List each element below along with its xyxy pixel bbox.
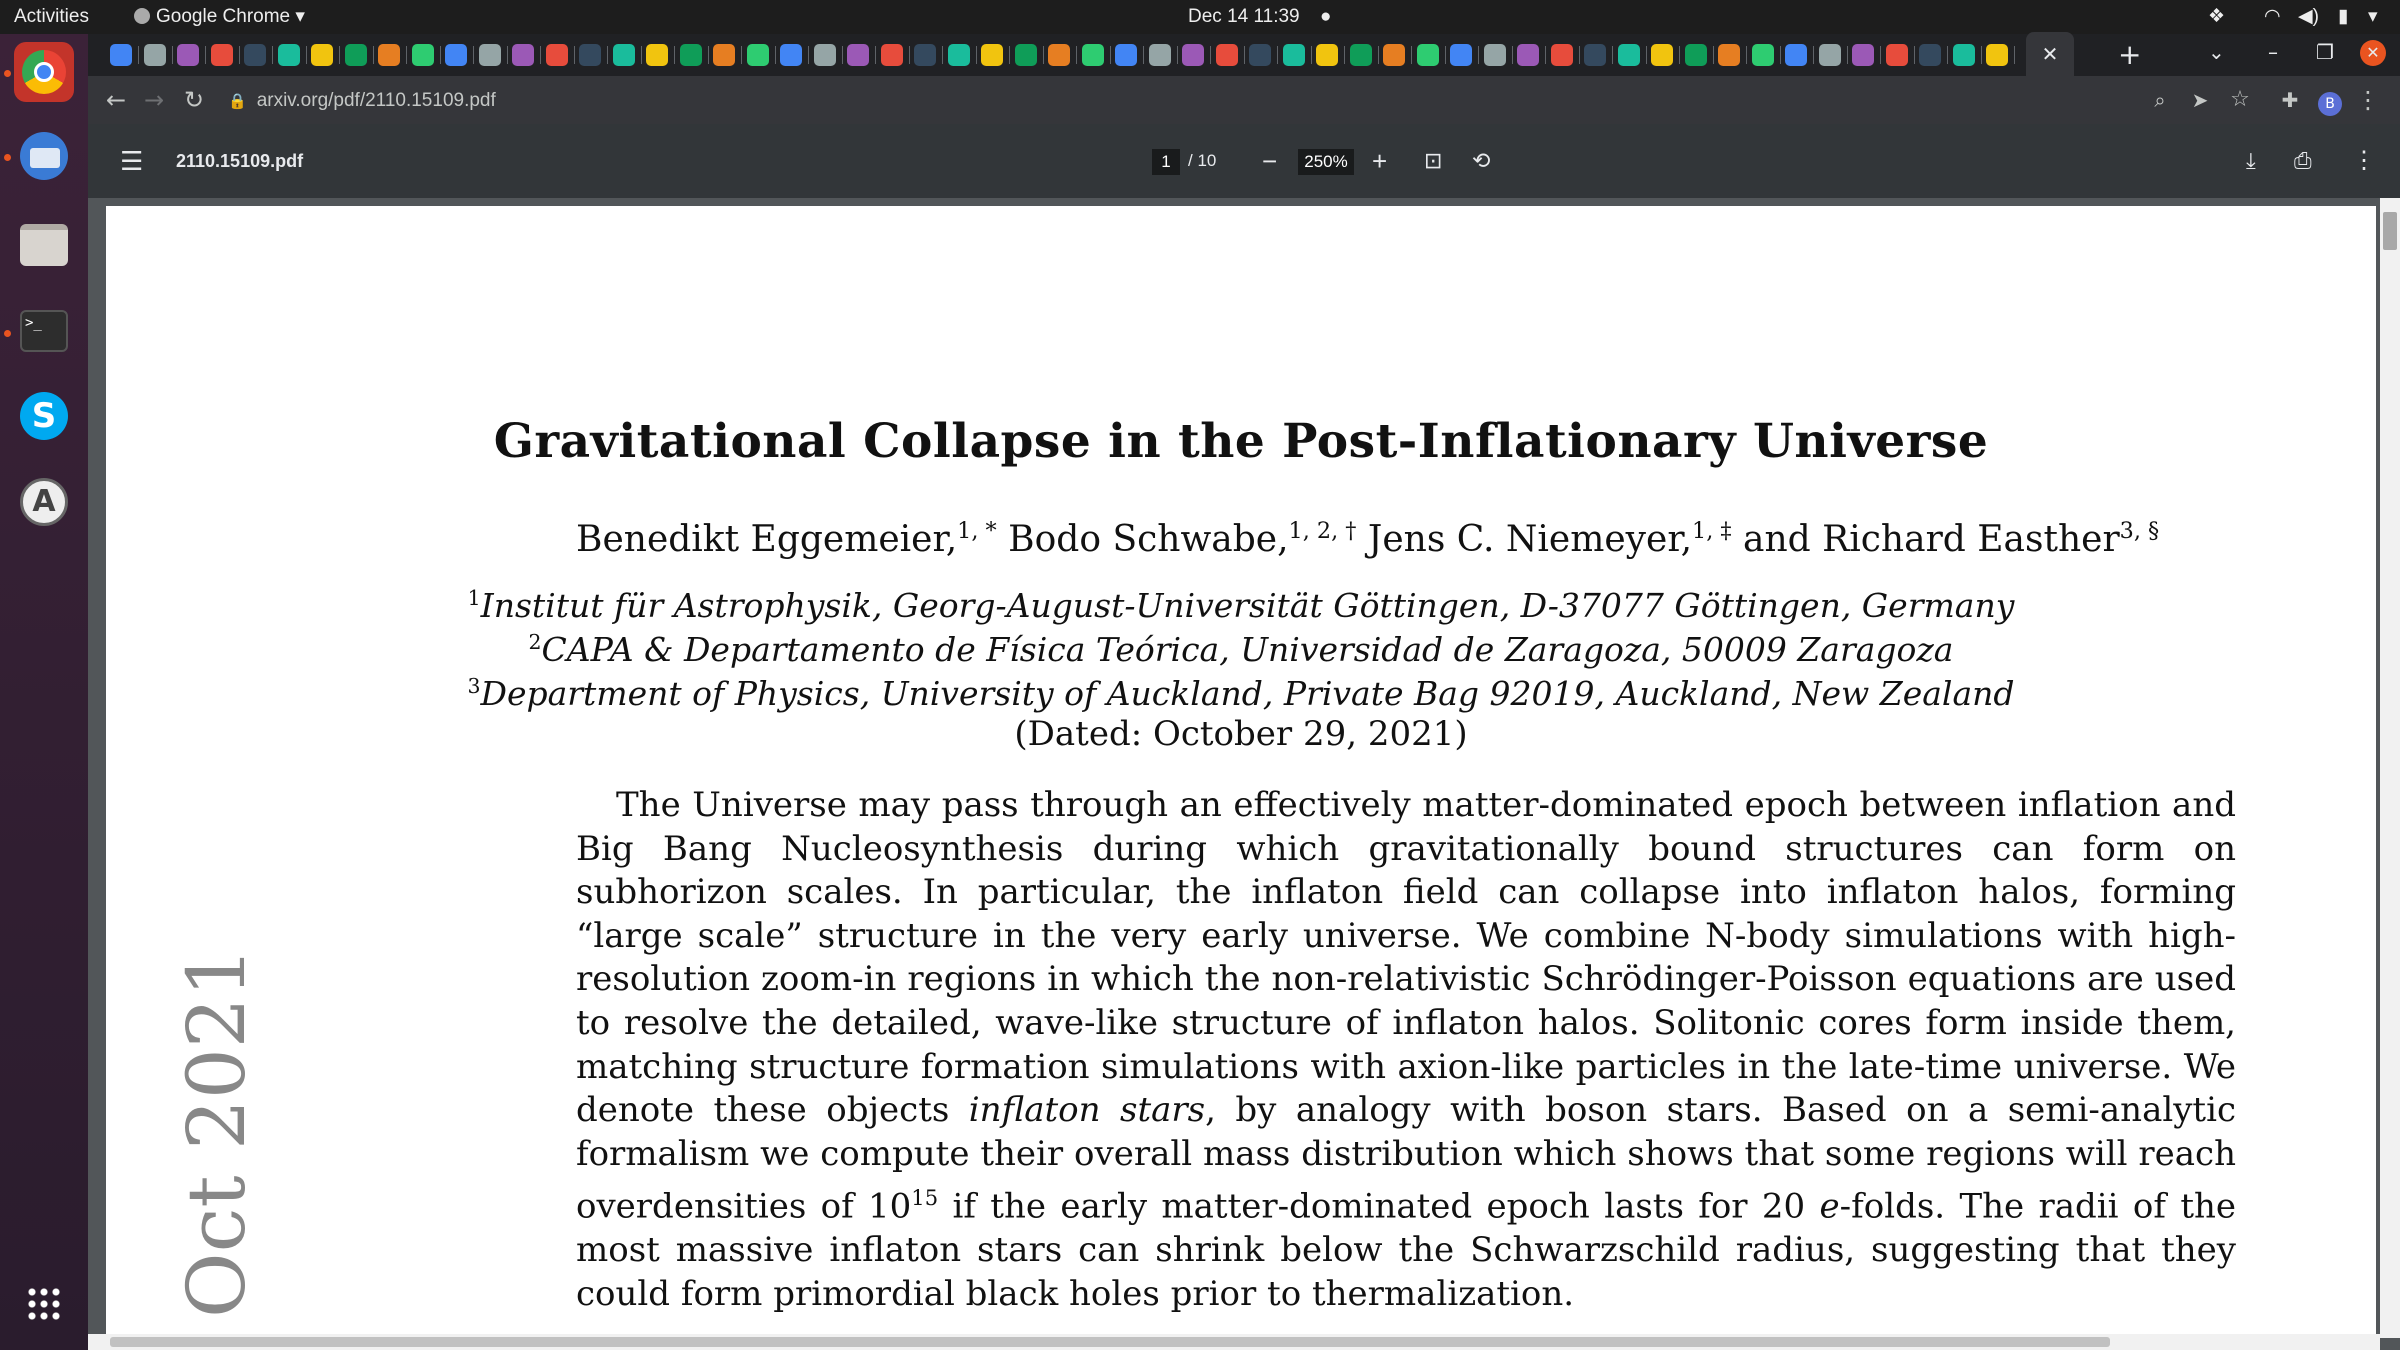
tab-favicon-icon[interactable] — [110, 44, 132, 66]
tab-favicon-icon[interactable] — [1350, 44, 1372, 66]
tab-separator — [1981, 46, 1982, 64]
tab-favicon-icon[interactable] — [646, 44, 668, 66]
author-name: Bodo Schwabe, — [1008, 519, 1289, 560]
close-tab-icon[interactable]: ✕ — [2041, 42, 2059, 66]
tab-favicon-icon[interactable] — [1484, 44, 1506, 66]
zoom-level-input[interactable]: 250% — [1298, 149, 1354, 175]
tab-separator — [440, 46, 441, 64]
tab-favicon-icon[interactable] — [1216, 44, 1238, 66]
vertical-scrollbar[interactable] — [2380, 198, 2400, 1338]
tab-separator — [909, 46, 910, 64]
tab-favicon-icon[interactable] — [1283, 44, 1305, 66]
tab-favicon-icon[interactable] — [1785, 44, 1807, 66]
extensions-icon[interactable]: ✚ — [2281, 88, 2299, 112]
tab-favicon-icon[interactable] — [680, 44, 702, 66]
tab-separator — [1780, 46, 1781, 64]
date-line: (Dated: October 29, 2021) — [1014, 714, 1468, 754]
tab-separator — [473, 46, 474, 64]
tab-separator — [1679, 46, 1680, 64]
app-name: Google Chrome — [156, 6, 291, 27]
tab-separator — [373, 46, 374, 64]
lock-icon[interactable]: 🔒 — [228, 93, 247, 110]
terminal-dock-icon[interactable]: >_ — [14, 300, 74, 360]
pdf-toolbar — [88, 124, 2400, 198]
tab-favicon-icon[interactable] — [1852, 44, 1874, 66]
tab-favicon-icon[interactable] — [914, 44, 936, 66]
affiliation — [106, 586, 2376, 625]
tab-separator — [172, 46, 173, 64]
tab-separator — [641, 46, 642, 64]
tab-favicon-icon[interactable] — [948, 44, 970, 66]
sidebar-menu-icon[interactable]: ☰ — [120, 146, 144, 176]
url-text: arxiv.org/pdf/2110.15109.pdf — [256, 90, 496, 111]
author-marks: 1, * — [957, 518, 997, 544]
tab-favicon-icon[interactable] — [1383, 44, 1405, 66]
abstract-superscript: 15 — [911, 1185, 939, 1211]
affiliation-number: 3 — [467, 674, 481, 698]
affiliation-text: CAPA & Departamento de Física Teórica, Universidad de Zaragoza, 50009 Zaragoza — [541, 630, 1954, 669]
tab-separator — [976, 46, 977, 64]
running-indicator — [4, 70, 11, 77]
author-marks: 1, 2, † — [1288, 518, 1357, 544]
tab-favicon-icon[interactable] — [814, 44, 836, 66]
bookmark-star-icon[interactable]: ☆ — [2230, 87, 2250, 112]
tab-separator — [339, 46, 340, 64]
system-top-bar — [0, 0, 2400, 34]
tab-separator — [1277, 46, 1278, 64]
tab-favicon-icon[interactable] — [211, 44, 233, 66]
tab-favicon-icon[interactable] — [1082, 44, 1104, 66]
tab-separator — [1612, 46, 1613, 64]
tab-favicon-icon[interactable] — [1986, 44, 2008, 66]
tab-favicon-icon[interactable] — [1919, 44, 1941, 66]
back-icon[interactable]: ← — [105, 86, 127, 114]
tab-search-icon[interactable]: ⌄ — [2208, 40, 2225, 64]
volume-icon[interactable]: ◀) — [2298, 6, 2319, 27]
wifi-icon[interactable]: ◠ — [2264, 6, 2281, 27]
running-indicator — [4, 330, 11, 337]
tab-separator — [775, 46, 776, 64]
tab-favicon-icon[interactable] — [1551, 44, 1573, 66]
tab-separator — [272, 46, 273, 64]
zoom-out-icon[interactable]: − — [1262, 146, 1278, 176]
tab-separator — [607, 46, 608, 64]
tab-favicon-icon[interactable] — [1752, 44, 1774, 66]
tab-separator — [1713, 46, 1714, 64]
tab-favicon-icon[interactable] — [1685, 44, 1707, 66]
tab-favicon-icon[interactable] — [1417, 44, 1439, 66]
zoom-icon[interactable]: ⌕ — [2154, 88, 2166, 112]
tab-separator — [1646, 46, 1647, 64]
battery-icon[interactable]: ▮ — [2338, 6, 2349, 27]
tab-favicon-icon[interactable] — [345, 44, 367, 66]
tab-favicon-icon[interactable] — [1316, 44, 1338, 66]
more-options-icon[interactable]: ⋮ — [2352, 147, 2376, 174]
tab-separator — [842, 46, 843, 64]
tab-separator — [1344, 46, 1345, 64]
affiliation-number: 2 — [528, 630, 542, 654]
arxiv-side-stamp: Oct 2021 — [170, 946, 263, 1318]
chrome-menu-icon[interactable]: ⋮ — [2356, 86, 2380, 114]
tab-separator — [1947, 46, 1948, 64]
tab-favicon-icon[interactable] — [1718, 44, 1740, 66]
tab-favicon-icon[interactable] — [1182, 44, 1204, 66]
author-marks: 1, ‡ — [1692, 518, 1732, 544]
tab-favicon-icon[interactable] — [1953, 44, 1975, 66]
tab-separator — [574, 46, 575, 64]
tab-favicon-icon[interactable] — [1149, 44, 1171, 66]
abstract-text: The Universe may pass through an effectively matter-dominated epoch between inflation and Big Bang Nucleosynthesis during which gravitationally bound structures can form on subhorizon scales. In particular, the inflaton field can collapse into inflaton halos, forming “large scale” structure in the very early universe. We combine N-body simulations with high-resolution zoom-in regions in which the non-relativistic Schrödinger-Poisson equations are used to resolve the detailed, wave-like structure of inflaton halos. Solitonic cores form inside them, matching structure formation simulations with axion-like particles in the late-time universe. We denote these objects — [576, 785, 2236, 1131]
tab-separator — [1746, 46, 1747, 64]
tab-separator — [741, 46, 742, 64]
dropbox-tray-icon[interactable]: ❖ — [2208, 6, 2226, 27]
fit-to-page-icon[interactable]: ⊡ — [1424, 148, 1443, 173]
new-tab-icon[interactable]: + — [2118, 38, 2142, 71]
pdf-filename: 2110.15109.pdf — [176, 151, 304, 171]
files-dock-icon[interactable] — [14, 214, 74, 274]
chrome-app-menu[interactable] — [134, 0, 305, 34]
notification-dot-icon: ● — [1320, 6, 1332, 27]
tab-favicon-icon[interactable] — [780, 44, 802, 66]
tab-separator — [2014, 46, 2015, 64]
tab-separator — [1512, 46, 1513, 64]
software-updater-dock-icon[interactable]: A — [14, 472, 74, 532]
tab-favicon-icon[interactable] — [1651, 44, 1673, 66]
tab-favicon-icon[interactable] — [747, 44, 769, 66]
rotate-icon[interactable]: ⟲ — [1472, 148, 1491, 173]
abstract-emphasis: inflaton stars — [968, 1090, 1206, 1131]
forward-icon[interactable]: → — [143, 86, 165, 114]
tab-separator — [138, 46, 139, 64]
skype-dock-icon[interactable]: S — [14, 386, 74, 446]
activities-button[interactable]: Activities — [14, 6, 89, 27]
tab-favicon-icon[interactable] — [1886, 44, 1908, 66]
tab-separator — [1210, 46, 1211, 64]
download-icon[interactable]: ⤓ — [2246, 148, 2256, 173]
tab-favicon-icon[interactable] — [713, 44, 735, 66]
paper-title: Gravitational Collapse in the Post-Inflationary Universe — [493, 414, 1989, 469]
tab-separator — [540, 46, 541, 64]
tab-separator — [507, 46, 508, 64]
tab-separator — [1177, 46, 1178, 64]
horizontal-scroll-thumb[interactable] — [110, 1337, 2110, 1347]
tab-separator — [1378, 46, 1379, 64]
abstract-text: , by analogy with boson stars. Based on a semi-analytic formalism we compute their overall mass distribution which shows that some regions will reach overdensities of 10 — [576, 1090, 2237, 1227]
restore-icon[interactable]: ❐ — [2316, 40, 2334, 64]
show-applications-icon[interactable] — [14, 1274, 74, 1334]
abstract — [576, 784, 2236, 1316]
tab-separator — [875, 46, 876, 64]
tab-favicon-icon[interactable] — [579, 44, 601, 66]
tab-separator — [708, 46, 709, 64]
tab-favicon-icon[interactable] — [981, 44, 1003, 66]
tab-separator — [942, 46, 943, 64]
tab-separator — [1311, 46, 1312, 64]
tab-favicon-icon[interactable] — [613, 44, 635, 66]
tab-favicon-icon[interactable] — [311, 44, 333, 66]
chrome-dock-icon[interactable] — [14, 42, 74, 102]
clock[interactable]: Dec 14 11:39 — [1188, 6, 1300, 27]
tab-favicon-icon[interactable] — [1015, 44, 1037, 66]
author-name: Benedikt Eggemeier, — [576, 519, 958, 560]
print-icon[interactable]: ⎙ — [2294, 148, 2312, 173]
tab-favicon-icon[interactable] — [1450, 44, 1472, 66]
tab-favicon-icon[interactable] — [177, 44, 199, 66]
running-indicator — [4, 154, 11, 161]
tab-favicon-icon[interactable] — [244, 44, 266, 66]
tab-separator — [1914, 46, 1915, 64]
tab-favicon-icon[interactable] — [1618, 44, 1640, 66]
tab-separator — [1076, 46, 1077, 64]
tab-favicon-icon[interactable] — [1819, 44, 1841, 66]
zoom-in-icon[interactable]: + — [1372, 146, 1388, 176]
dock — [0, 34, 88, 1350]
tab-favicon-icon[interactable] — [1584, 44, 1606, 66]
tab-favicon-icon[interactable] — [412, 44, 434, 66]
address-bar[interactable] — [228, 86, 2178, 116]
tab-separator — [1579, 46, 1580, 64]
affiliation — [106, 630, 2376, 669]
tab-favicon-icon[interactable] — [1517, 44, 1539, 66]
horizontal-scrollbar[interactable] — [88, 1334, 2380, 1350]
tab-favicon-icon[interactable] — [144, 44, 166, 66]
send-tab-icon[interactable]: ➤ — [2191, 88, 2209, 112]
tab-favicon-icon[interactable] — [881, 44, 903, 66]
tab-separator — [1445, 46, 1446, 64]
minimize-icon[interactable]: – — [2268, 40, 2278, 64]
vertical-scroll-thumb[interactable] — [2383, 212, 2397, 250]
power-menu-icon[interactable]: ▾ — [2368, 6, 2378, 27]
tab-separator — [1411, 46, 1412, 64]
tab-favicon-icon[interactable] — [1048, 44, 1070, 66]
pdf-page — [106, 206, 2376, 1334]
tab-separator — [1143, 46, 1144, 64]
author-name: and Richard Easther — [1743, 519, 2120, 560]
abstract-emphasis: e — [1819, 1186, 1840, 1227]
affiliation-text: Department of Physics, University of Auckland, Private Bag 92019, Auckland, New Zealand — [480, 674, 2015, 713]
tab-separator — [1009, 46, 1010, 64]
author-marks: 3, § — [2119, 518, 2160, 544]
profile-avatar[interactable]: B — [2312, 76, 2348, 124]
tab-favicon-icon[interactable] — [445, 44, 467, 66]
tab-favicon-icon[interactable] — [1249, 44, 1271, 66]
tab-favicon-icon[interactable] — [479, 44, 501, 66]
tab-separator — [1813, 46, 1814, 64]
tab-separator — [1110, 46, 1111, 64]
chevron-down-icon: ▾ — [295, 6, 305, 27]
tab-separator — [1880, 46, 1881, 64]
author-name: Jens C. Niemeyer, — [1367, 519, 1693, 560]
close-window-icon[interactable]: ✕ — [2360, 40, 2386, 66]
affiliation-number: 1 — [467, 586, 481, 610]
page-number-input[interactable]: 1 — [1152, 149, 1180, 175]
reload-icon[interactable]: ↻ — [183, 86, 205, 114]
tab-separator — [1043, 46, 1044, 64]
tab-separator — [205, 46, 206, 64]
pdf-viewer-area[interactable] — [88, 198, 2400, 1350]
thunderbird-dock-icon[interactable] — [14, 126, 74, 186]
page-total: / 10 — [1188, 151, 1217, 170]
tab-separator — [239, 46, 240, 64]
tab-separator — [808, 46, 809, 64]
tab-separator — [306, 46, 307, 64]
tab-favicon-icon[interactable] — [378, 44, 400, 66]
tab-favicon-icon[interactable] — [847, 44, 869, 66]
tab-separator — [1478, 46, 1479, 64]
tab-separator — [406, 46, 407, 64]
tab-separator — [674, 46, 675, 64]
abstract-text: if the early matter-dominated epoch lasts for 20 — [938, 1186, 1820, 1227]
tab-favicon-icon[interactable] — [278, 44, 300, 66]
tab-separator — [1244, 46, 1245, 64]
tab-separator — [1545, 46, 1546, 64]
tab-separator — [1847, 46, 1848, 64]
author-list — [576, 518, 2159, 560]
tab-favicon-icon[interactable] — [1115, 44, 1137, 66]
chrome-small-icon — [134, 8, 150, 24]
abstract-text: -folds. The radii of the most massive inflaton stars can shrink below the Schwarzschild radius, suggesting that they could form primordial black holes prior to thermalization. — [576, 1186, 2237, 1314]
affiliation-text: Institut für Astrophysik, Georg-August-Universität Göttingen, D-37077 Göttingen, Germany — [480, 586, 2015, 625]
tab-favicon-icon[interactable] — [546, 44, 568, 66]
active-tab[interactable] — [2026, 32, 2074, 76]
affiliation — [106, 674, 2376, 713]
tab-favicon-icon[interactable] — [512, 44, 534, 66]
